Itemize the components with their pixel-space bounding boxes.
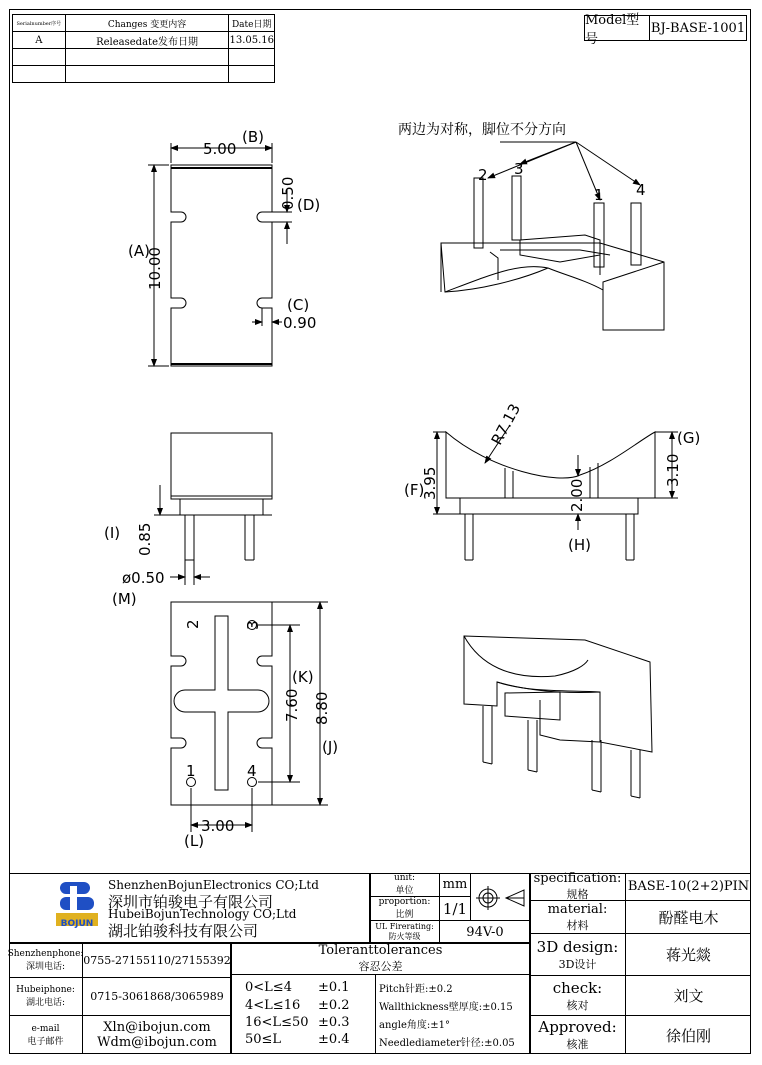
dim-l-value: 3.00 — [201, 817, 235, 835]
bottom-pin-2: 2 — [184, 619, 202, 629]
tol-note-wall: Wallthickness壁厚度:±0.15 — [379, 1002, 513, 1013]
material-label — [530, 901, 626, 934]
tol-note-pitch: Pitch针距:±0.2 — [379, 984, 453, 995]
dim-k-label: (K) — [292, 668, 314, 686]
proportion-label-en: proportion: — [378, 897, 431, 907]
dim-h-label: (H) — [568, 536, 591, 554]
email-2[interactable]: Wdm@ibojun.com — [97, 1035, 217, 1050]
ul-label-cn: 防火等级 — [388, 932, 421, 941]
unit-label-en: unit: — [393, 873, 416, 883]
bottom-view — [171, 602, 328, 832]
design-label-en: 3D design: — [536, 937, 619, 956]
check-label — [530, 976, 626, 1016]
front-view — [148, 143, 292, 366]
ul-label-en: UL Firerating: — [375, 922, 434, 931]
iso-pin-3: 3 — [514, 160, 524, 178]
model-value: BJ-BASE-1001 — [650, 20, 746, 36]
tol-value-1: ±0.1 — [318, 980, 350, 995]
contact-email-label — [9, 1016, 83, 1054]
iso-pin-4: 4 — [636, 181, 646, 199]
tol-value-2: ±0.2 — [318, 998, 350, 1013]
tol-range-1: 0<L≤4 — [245, 980, 292, 995]
proportion-value: 1/1 — [440, 897, 470, 921]
unit-label-cell — [370, 873, 440, 897]
contact-hb-label-cn: 湖北电话: — [25, 998, 66, 1008]
rev-header-serial: Serialnumber序号 — [13, 15, 66, 32]
iso-view-top — [441, 142, 664, 330]
dim-i-label: (I) — [104, 524, 121, 542]
section-view — [433, 425, 678, 560]
side-view — [154, 433, 272, 585]
rev-header-changes: Changes 变更内容 — [65, 15, 229, 32]
logo-text: BOJUN — [60, 919, 94, 929]
design-label — [530, 934, 626, 976]
design-label-cn: 3D设计 — [558, 957, 597, 971]
dim-b-label: (B) — [242, 128, 264, 146]
projection-symbol-icon — [476, 886, 526, 910]
dim-g-value: 3.10 — [664, 453, 682, 487]
tol-note-needle: Needlediameter针径:±0.05 — [379, 1038, 515, 1049]
rev-date: 13.05.16 — [229, 32, 275, 49]
spec-label — [530, 873, 626, 901]
contact-email-value — [83, 1016, 231, 1054]
material-value: 酚醛电木 — [626, 901, 751, 934]
contact-sz-label-en: Shenzhenphone: — [7, 948, 84, 959]
bottom-pin-4: 4 — [247, 762, 257, 780]
tol-note-angle: angle角度:±1° — [379, 1020, 451, 1031]
approved-label-en: Approved: — [538, 1018, 617, 1036]
dim-g-label: (G) — [677, 429, 701, 447]
material-label-en: material: — [547, 901, 608, 917]
proportion-label-cn: 比例 — [395, 910, 414, 920]
tol-range-4: 50≤L — [245, 1032, 282, 1047]
approved-value: 徐伯刚 — [665, 1026, 711, 1045]
company-name-cn1: 深圳市铂骏电子有限公司 — [108, 893, 274, 911]
contact-sz-value: 0755-27155110/27155392 — [83, 943, 231, 978]
dim-i-value: 0.85 — [136, 522, 154, 556]
contact-email-label-cn: 电子邮件 — [27, 1036, 64, 1047]
rev-header-date: Date日期 — [229, 15, 275, 32]
dim-h-value: 2.00 — [568, 478, 586, 512]
spec-label-en: specification: — [533, 871, 622, 886]
rev-serial: A — [13, 32, 66, 49]
top-note: 两边为对称，脚位不分方向 — [398, 122, 566, 138]
iso-pin-2: 2 — [478, 166, 488, 184]
tol-value-4: ±0.4 — [318, 1032, 350, 1047]
tol-range-2: 4<L≤16 — [245, 998, 301, 1013]
rev-changes: Releasedate发布日期 — [65, 32, 229, 49]
approved-label-cn: 核准 — [566, 1038, 589, 1051]
company-name-cn2: 湖北铂骏科技有限公司 — [108, 922, 259, 940]
dim-m-value: ø0.50 — [122, 569, 165, 587]
dim-j-label: (J) — [322, 738, 339, 756]
dim-j-value: 8.80 — [313, 691, 331, 725]
spec-value: BASE-10(2+2)PIN — [626, 873, 751, 901]
contact-sz-label — [9, 943, 83, 978]
bottom-pin-1: 1 — [186, 762, 196, 780]
dim-d-label: (D) — [297, 196, 321, 214]
ul-label-cell — [370, 921, 440, 943]
dim-m-label: (M) — [112, 590, 137, 608]
tol-value-3: ±0.3 — [318, 1015, 350, 1030]
unit-value: mm — [440, 873, 470, 897]
tolerances-title-en: Toleranttolerances — [318, 943, 443, 958]
dim-l-label: (L) — [184, 832, 205, 850]
contact-email-label-en: e-mail — [31, 1023, 60, 1034]
company-name-en2: HubeiBojunTechnology CO;Ltd — [108, 907, 297, 921]
unit-label-cn: 单位 — [395, 886, 414, 896]
company-name-en1: ShenzhenBojunElectronics CO;Ltd — [108, 878, 319, 892]
contact-hb-value: 0715-3061868/3065989 — [83, 978, 231, 1016]
dim-r-value: R7.13 — [487, 400, 525, 448]
dim-f-label: (F) — [404, 481, 425, 499]
tolerances-title-cn: 容忍公差 — [358, 960, 403, 973]
model-label: Model型号 — [585, 16, 650, 40]
dim-a-value: 10.00 — [146, 247, 164, 290]
email-1[interactable]: Xln@ibojun.com — [103, 1020, 211, 1035]
contact-hb-label — [9, 978, 83, 1016]
check-value: 刘文 — [626, 976, 751, 1016]
iso-view-bottom — [464, 636, 652, 798]
bottom-pin-3: 3 — [244, 620, 262, 630]
spec-label-cn: 规格 — [566, 888, 589, 901]
iso-pin-1: 1 — [594, 186, 604, 204]
material-label-cn: 材料 — [566, 918, 589, 932]
approved-label — [530, 1016, 626, 1054]
contact-sz-label-cn: 深圳电话: — [25, 961, 66, 972]
dim-f-value: 3.95 — [421, 466, 439, 500]
ul-value: 94V-0 — [466, 924, 504, 940]
design-value: 蒋光燚 — [626, 934, 751, 976]
tolerances-title — [231, 943, 530, 975]
dim-k-value: 7.60 — [283, 688, 301, 722]
dim-b-value: 5.00 — [203, 140, 237, 158]
contact-hb-label-en: Hubeiphone: — [16, 985, 75, 995]
check-label-cn: 核对 — [566, 998, 589, 1012]
check-label-en: check: — [552, 978, 603, 997]
dim-c-value: 0.90 — [283, 314, 317, 332]
dim-c-label: (C) — [287, 296, 310, 314]
proportion-label-cell — [370, 897, 440, 921]
dim-d-value: 0.50 — [279, 176, 297, 210]
dim-a-label: (A) — [128, 242, 150, 260]
tol-range-3: 16<L≤50 — [245, 1015, 309, 1030]
